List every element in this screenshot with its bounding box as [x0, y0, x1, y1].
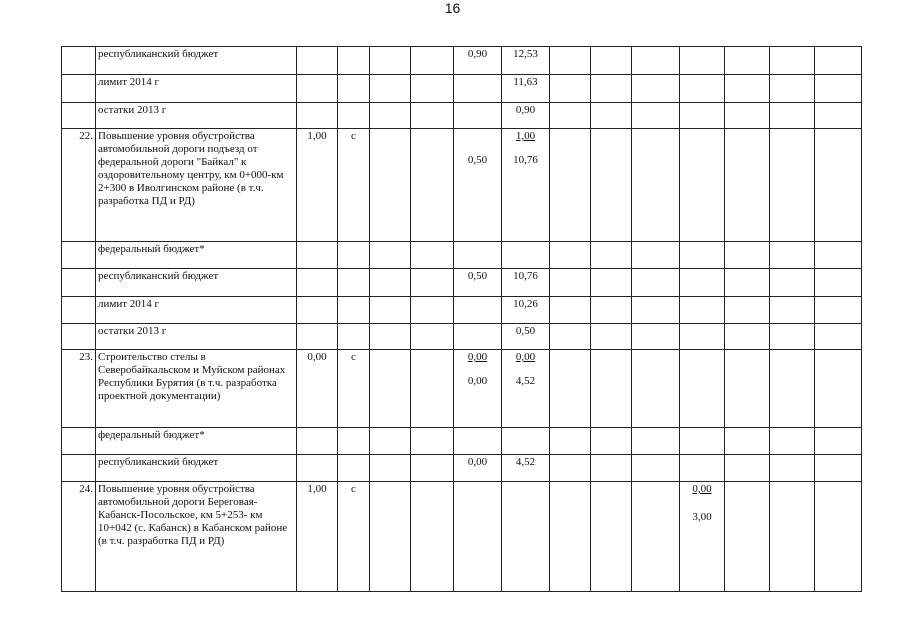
empty-cell — [770, 242, 815, 269]
empty-cell — [680, 350, 725, 428]
empty-cell — [770, 47, 815, 75]
empty-cell — [632, 297, 680, 324]
empty-cell — [591, 297, 632, 324]
empty-cell — [815, 482, 862, 592]
empty-cell — [680, 269, 725, 297]
page-number: 16 — [444, 0, 461, 16]
table-row — [62, 482, 862, 592]
empty-cell — [297, 103, 338, 129]
cell-value: 1,00 — [297, 129, 338, 242]
empty-cell — [550, 297, 591, 324]
table-row — [62, 242, 862, 269]
empty-cell — [338, 428, 370, 455]
cell-value: 0,90 — [454, 47, 502, 75]
empty-cell — [297, 297, 338, 324]
empty-cell — [632, 47, 680, 75]
budget-table — [61, 46, 862, 592]
empty-cell — [815, 75, 862, 103]
empty-cell — [770, 129, 815, 242]
empty-cell — [770, 482, 815, 592]
empty-cell — [454, 297, 502, 324]
empty-cell — [411, 482, 454, 592]
empty-cell — [370, 242, 411, 269]
empty-cell — [411, 129, 454, 242]
empty-cell — [591, 103, 632, 129]
table-row — [62, 350, 862, 428]
row-name: остатки 2013 г — [96, 103, 297, 129]
cell-value: 0,00 — [692, 483, 712, 495]
empty-cell — [62, 297, 96, 324]
cell-value: 1,00 — [297, 482, 338, 592]
cell-value: 0,00 — [454, 455, 502, 482]
empty-cell — [502, 242, 550, 269]
cell-value: 10,76 — [513, 154, 538, 166]
empty-cell — [591, 324, 632, 350]
empty-cell — [338, 47, 370, 75]
cell-value: 0,00 — [297, 350, 338, 428]
table-row — [62, 428, 862, 455]
empty-cell — [338, 297, 370, 324]
empty-cell — [62, 455, 96, 482]
empty-cell — [770, 269, 815, 297]
empty-cell — [297, 75, 338, 103]
empty-cell — [502, 428, 550, 455]
empty-cell — [680, 75, 725, 103]
empty-cell — [632, 129, 680, 242]
empty-cell — [62, 269, 96, 297]
empty-cell — [370, 428, 411, 455]
row-index: 22. — [62, 129, 96, 242]
empty-cell — [550, 350, 591, 428]
empty-cell — [454, 75, 502, 103]
empty-cell — [411, 455, 454, 482]
empty-cell — [411, 297, 454, 324]
empty-cell — [632, 103, 680, 129]
cell-value: 4,52 — [515, 375, 536, 387]
empty-cell — [62, 428, 96, 455]
empty-cell — [770, 103, 815, 129]
empty-cell — [591, 129, 632, 242]
empty-cell — [680, 455, 725, 482]
cell-value: 0,50 — [502, 324, 550, 350]
empty-cell — [815, 269, 862, 297]
empty-cell — [815, 297, 862, 324]
empty-cell — [591, 47, 632, 75]
cell-value: 10,76 — [502, 269, 550, 297]
cell-value: 11,63 — [502, 75, 550, 103]
empty-cell — [550, 269, 591, 297]
empty-cell — [725, 428, 770, 455]
empty-cell — [370, 455, 411, 482]
empty-cell — [370, 75, 411, 103]
empty-cell — [370, 47, 411, 75]
empty-cell — [632, 324, 680, 350]
row-name: федеральный бюджет* — [96, 242, 297, 269]
empty-cell — [725, 455, 770, 482]
empty-cell — [550, 103, 591, 129]
empty-cell — [550, 75, 591, 103]
empty-cell — [550, 482, 591, 592]
row-index: 24. — [62, 482, 96, 592]
empty-cell — [550, 47, 591, 75]
empty-cell — [680, 129, 725, 242]
empty-cell — [632, 482, 680, 592]
empty-cell — [550, 129, 591, 242]
empty-cell — [411, 47, 454, 75]
empty-cell — [815, 242, 862, 269]
table-row — [62, 129, 862, 242]
empty-cell — [297, 269, 338, 297]
empty-cell — [770, 455, 815, 482]
empty-cell — [297, 324, 338, 350]
cell-type: с — [338, 482, 370, 592]
cell-value: 0,00 — [515, 351, 536, 363]
empty-cell — [454, 242, 502, 269]
row-name: остатки 2013 г — [96, 324, 297, 350]
cell-value: 0,50 — [454, 269, 502, 297]
empty-cell — [297, 242, 338, 269]
empty-cell — [370, 324, 411, 350]
empty-cell — [770, 75, 815, 103]
empty-cell — [411, 350, 454, 428]
cell-value: 0,00 — [467, 351, 488, 363]
empty-cell — [370, 129, 411, 242]
empty-cell — [370, 350, 411, 428]
table-row — [62, 47, 862, 75]
row-name: федеральный бюджет* — [96, 428, 297, 455]
empty-cell — [725, 324, 770, 350]
cell-value: 12,53 — [502, 47, 550, 75]
empty-cell — [297, 428, 338, 455]
empty-cell — [632, 242, 680, 269]
empty-cell — [725, 350, 770, 428]
cell-type: с — [338, 129, 370, 242]
table-row — [62, 103, 862, 129]
empty-cell — [550, 242, 591, 269]
empty-cell — [725, 75, 770, 103]
empty-cell — [632, 455, 680, 482]
row-name: республиканский бюджет — [96, 47, 297, 75]
empty-cell — [370, 103, 411, 129]
empty-cell — [411, 103, 454, 129]
cell-value: 0,00 — [467, 375, 488, 387]
empty-cell — [591, 75, 632, 103]
row-name: лимит 2014 г — [96, 75, 297, 103]
empty-cell — [550, 324, 591, 350]
empty-cell — [297, 47, 338, 75]
cell-value: 1,00 — [515, 130, 536, 142]
empty-cell — [411, 75, 454, 103]
empty-cell — [632, 75, 680, 103]
empty-cell — [370, 297, 411, 324]
table-row — [62, 455, 862, 482]
empty-cell — [770, 297, 815, 324]
empty-cell — [632, 350, 680, 428]
empty-cell — [770, 350, 815, 428]
empty-cell — [725, 297, 770, 324]
empty-cell — [632, 269, 680, 297]
empty-cell — [680, 242, 725, 269]
empty-cell — [725, 269, 770, 297]
empty-cell — [411, 242, 454, 269]
empty-cell — [770, 428, 815, 455]
empty-cell — [338, 324, 370, 350]
empty-cell — [370, 269, 411, 297]
empty-cell — [62, 103, 96, 129]
empty-cell — [454, 482, 502, 592]
cell-value: 0,50 — [467, 154, 488, 166]
empty-cell — [680, 103, 725, 129]
table-row — [62, 269, 862, 297]
cell-value: 3,00 — [692, 511, 712, 523]
cell-value: 4,52 — [502, 455, 550, 482]
empty-cell — [815, 103, 862, 129]
empty-cell — [591, 242, 632, 269]
empty-cell — [591, 455, 632, 482]
empty-cell — [297, 455, 338, 482]
empty-cell — [370, 482, 411, 592]
empty-cell — [725, 47, 770, 75]
empty-cell — [411, 324, 454, 350]
empty-cell — [680, 428, 725, 455]
empty-cell — [770, 324, 815, 350]
empty-cell — [502, 482, 550, 592]
empty-cell — [815, 455, 862, 482]
empty-cell — [62, 242, 96, 269]
row-name: Повышение уровня обустройства автомобильной дороги Береговая-Кабанск-Посольское, км 5+253- км 10+042 (с. Кабанск) в Кабанском районе (в т.ч. разработка ПД и РД) — [96, 482, 297, 592]
empty-cell — [62, 324, 96, 350]
empty-cell — [725, 129, 770, 242]
empty-cell — [815, 47, 862, 75]
row-name: лимит 2014 г — [96, 297, 297, 324]
row-name: Повышение уровня обустройства автомобильной дороги подъезд от федеральной дороги "Байкал" к оздоровительному центру, км 0+000-км 2+300 в Иволгинском районе (в т.ч. разработка ПД и РД) — [96, 129, 297, 242]
table-row — [62, 297, 862, 324]
row-index: 23. — [62, 350, 96, 428]
empty-cell — [815, 350, 862, 428]
empty-cell — [550, 428, 591, 455]
table-row — [62, 75, 862, 103]
empty-cell — [454, 103, 502, 129]
empty-cell — [454, 324, 502, 350]
empty-cell — [338, 455, 370, 482]
empty-cell — [815, 324, 862, 350]
empty-cell — [725, 482, 770, 592]
cell-type: с — [338, 350, 370, 428]
empty-cell — [62, 75, 96, 103]
empty-cell — [680, 324, 725, 350]
empty-cell — [411, 269, 454, 297]
empty-cell — [411, 428, 454, 455]
table-row — [62, 324, 862, 350]
row-name: республиканский бюджет — [96, 455, 297, 482]
empty-cell — [680, 47, 725, 75]
empty-cell — [454, 428, 502, 455]
empty-cell — [338, 269, 370, 297]
empty-cell — [338, 75, 370, 103]
empty-cell — [338, 242, 370, 269]
empty-cell — [725, 103, 770, 129]
empty-cell — [591, 269, 632, 297]
empty-cell — [815, 129, 862, 242]
empty-cell — [591, 482, 632, 592]
cell-value: 10,26 — [502, 297, 550, 324]
empty-cell — [725, 242, 770, 269]
empty-cell — [591, 350, 632, 428]
row-name: Строительство стелы в Северобайкальском и Муйском районах Республики Бурятия (в т.ч. разработка проектной документации) — [96, 350, 297, 428]
empty-cell — [680, 297, 725, 324]
cell-value: 0,90 — [502, 103, 550, 129]
empty-cell — [815, 428, 862, 455]
empty-cell — [338, 103, 370, 129]
row-name: республиканский бюджет — [96, 269, 297, 297]
empty-cell — [550, 455, 591, 482]
empty-cell — [591, 428, 632, 455]
empty-cell — [632, 428, 680, 455]
